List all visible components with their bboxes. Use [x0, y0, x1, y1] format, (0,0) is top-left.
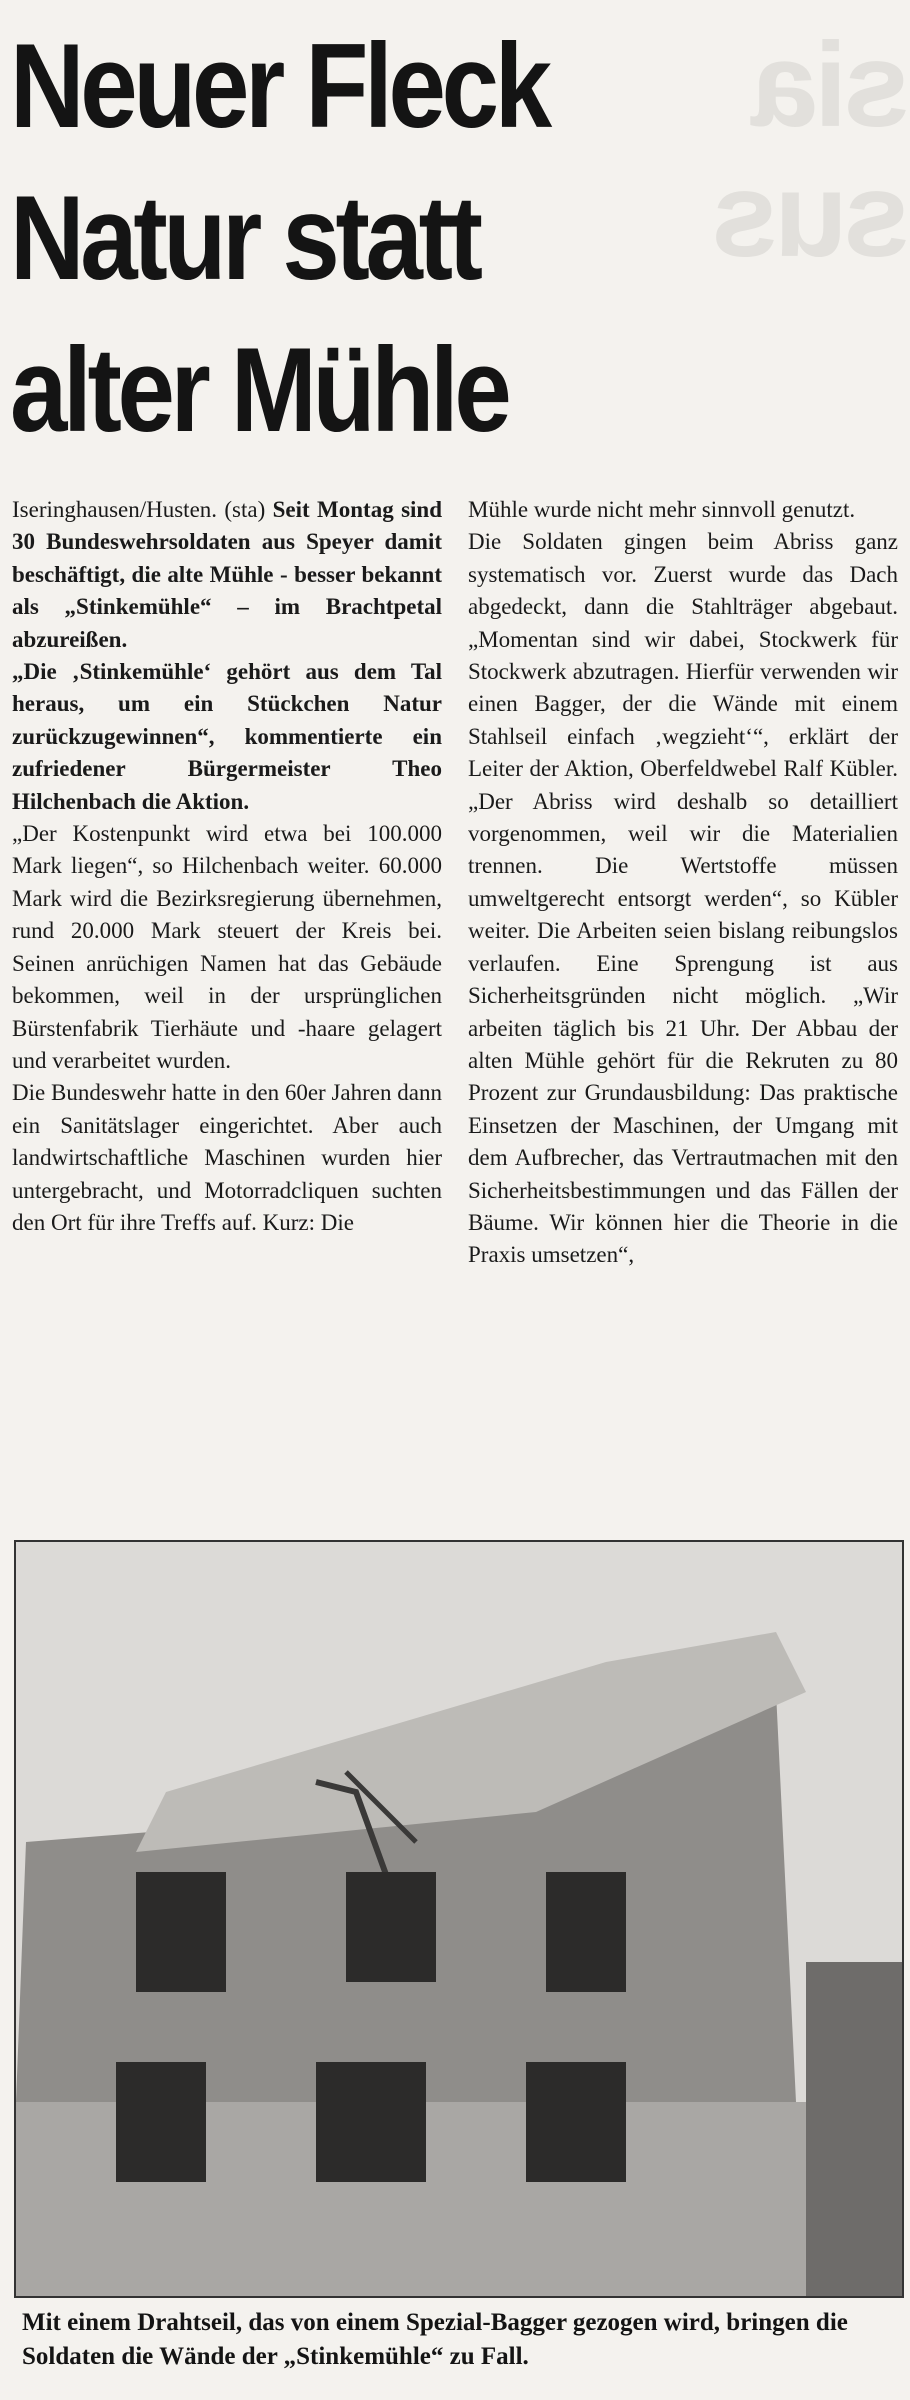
window — [316, 2062, 426, 2182]
bleed-through-text — [715, 18, 910, 320]
article-body — [12, 494, 900, 1526]
lead-paragraph — [12, 494, 442, 656]
headline-line: Neuer Fleck — [10, 19, 548, 153]
right-column — [468, 494, 898, 1272]
window — [116, 2062, 206, 2182]
ghost-line: sus — [715, 148, 910, 282]
body-paragraph: Die Bundeswehr hatte in den 60er Jahren dann ein Sanitätslager eingerichtet. Aber auch landwirtschaftliche Maschinen wurden hier untergebracht, und Motorradcliquen suchten den Ort für ihre Treffs auf. Kurz: Die — [12, 1080, 442, 1235]
window — [526, 2062, 626, 2182]
headline-line: Natur statt — [10, 171, 479, 305]
dateline: Iseringhausen/Husten. (sta) — [12, 497, 266, 522]
window — [346, 1872, 436, 1982]
headline-line: alter Mühle — [10, 323, 508, 457]
body-paragraph: „Der Kostenpunkt wird etwa bei 100.000 Mark liegen“, so Hilchenbach weiter. 60.000 Mark wird die Bezirksregierung übernehmen, rund 20.000 Mark steuert der Kreis bei. Seinen anrüchigen Namen hat das Gebäude bekommen, weil in der ursprünglichen Bürstenfabrik Tierhäute und -haare gelagert und verarbeitet wurden. — [12, 821, 442, 1073]
photo-illustration — [16, 1542, 902, 2296]
trees — [806, 1962, 902, 2296]
mill-demolition-photo — [14, 1540, 904, 2298]
lead-text: Seit Montag sind 30 Bundeswehrsoldaten aus Speyer damit beschäftigt, die alte Mühle - besser bekannt als „Stinkemühle“ – im Brachtpetal abzureißen. — [12, 497, 442, 652]
body-paragraph: Mühle wurde nicht mehr sinnvoll genutzt. — [468, 497, 856, 522]
article-headline — [10, 10, 698, 466]
quote-paragraph: „Die ‚Stinkemühle‘ gehört aus dem Tal heraus, um ein Stückchen Natur zurückzugewinnen“, kommentierte ein zufriedener Bürgermeister Theo Hilchenbach die Aktion. — [12, 659, 442, 814]
body-paragraph: Die Soldaten gingen beim Abriss ganz systematisch vor. Zuerst wurde das Dach abgedeckt, dann die Stahlträger abgebaut. „Momentan sind wir dabei, Stockwerk für Stockwerk abzutragen. Hierfür verwenden wir einen Bagger, der die Wände mit einem Stahlseil einfach ‚wegzieht‘“, erklärt der Leiter der Aktion, Oberfeldwebel Ralf Kübler. „Der Abriss wird deshalb so detailliert vorgenommen, weil wir die Materialien trennen. Die Wertstoffe müssen umweltgerecht entsorgt werden“, so Kübler weiter. Die Arbeiten seien bislang reibungslos verlaufen. Eine Sprengung ist aus Sicherheitsgründen nicht möglich. „Wir arbeiten täglich bis 21 Uhr. Der Abbau der alten Mühle gehört für die Rekruten zu 80 Prozent zur Grundausbildung: Das praktische Einsetzen der Maschinen, der Umgang mit dem Aufbrecher, das Vertrautmachen mit den Sicherheitsbestimmungen und das Fällen der Bäume. Wir können hier die Theorie in die Praxis umsetzen“, — [468, 529, 898, 1268]
ghost-line: sia — [755, 18, 910, 152]
left-column — [12, 494, 442, 1239]
window — [136, 1872, 226, 1992]
window — [546, 1872, 626, 1992]
photo-caption: Mit einem Drahtseil, das von einem Spezial-Bagger gezogen wird, bringen die Soldaten die Wände der „Stinkemühle“ zu Fall. — [22, 2309, 848, 2370]
